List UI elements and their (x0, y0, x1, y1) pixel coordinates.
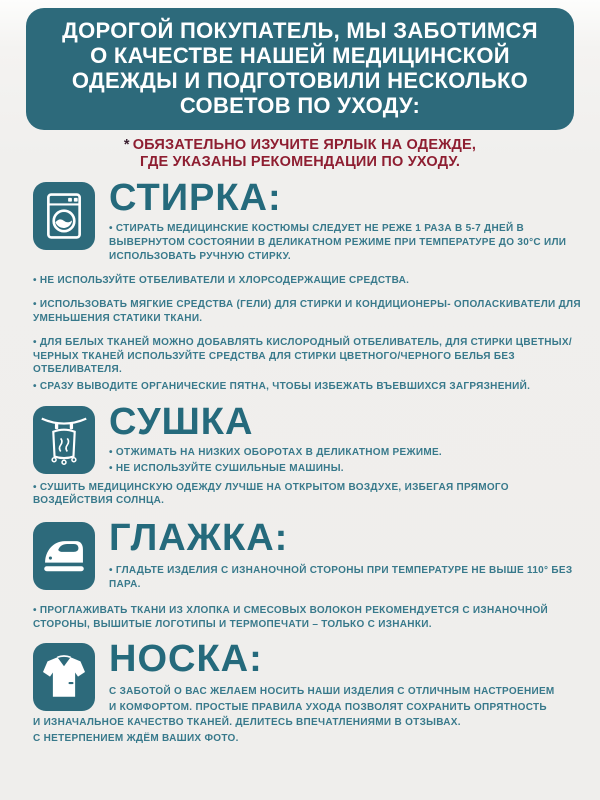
asterisk-marker: * (123, 137, 130, 154)
iron-icon (33, 522, 95, 590)
section-washing-body (109, 177, 586, 263)
section-drying-header (33, 401, 586, 476)
drying-bullet-3: • СУШИТЬ МЕДИЦИНСКУЮ ОДЕЖДУ ЛУЧШЕ НА ОТКРЫТОМ ВОЗДУХЕ, ИЗБЕГАЯ ПРЯМОГО ВОЗДЕЙСТВИЯ СОЛНЦА. (33, 481, 509, 507)
wearing-paragraph-bottom (33, 715, 586, 746)
header-line-4: СОВЕТОВ ПО УХОДУ: (179, 92, 421, 118)
note-line-2: ГДЕ УКАЗАНЫ РЕКОМЕНДАЦИИ ПО УХОДУ. (139, 154, 461, 171)
clothes-drying-icon (33, 406, 95, 474)
washing-bullet-2: • НЕ ИСПОЛЬЗУЙТЕ ОТБЕЛИВАТЕЛИ И ХЛОРСОДЕРЖАЩИЕ СРЕДСТВА. (33, 275, 410, 287)
washing-bullet-5: • СРАЗУ ВЫВОДИТЕ ОРГАНИЧЕСКИЕ ПЯТНА, ЧТОБЫ ИЗБЕЖАТЬ ВЪЕВШИХСЯ ЗАГРЯЗНЕНИЙ. (33, 381, 531, 393)
wearing-paragraph-line-2: И КОМФОРТОМ. ПРОСТЫЕ ПРАВИЛА УХОДА ПОЗВОЛЯТ СОХРАНИТЬ ОПРЯТНОСТЬ (109, 701, 547, 713)
section-wearing-header (33, 638, 586, 715)
care-label-note (0, 137, 600, 171)
header-line-3: ОДЕЖДЫ И ПОДГОТОВИЛИ НЕСКОЛЬКО (71, 67, 529, 93)
scrub-shirt-icon (33, 643, 95, 711)
section-title-washing: СТИРКА: (109, 177, 282, 220)
section-drying (33, 401, 586, 508)
washing-bullet-3: • ИСПОЛЬЗОВАТЬ МЯГКИЕ СРЕДСТВА (ГЕЛИ) ДЛЯ СТИРКИ И КОНДИЦИОНЕРЫ- ОПОЛАСКИВАТЕЛИ ДЛЯ УМЕНЬШЕНИЯ СТАТИКИ ТКАНИ. (33, 299, 581, 325)
drying-bullet-1: • ОТЖИМАТЬ НА НИЗКИХ ОБОРОТАХ В ДЕЛИКАТНОМ РЕЖИМЕ. (109, 447, 442, 459)
section-ironing (33, 517, 586, 631)
section-title-ironing: ГЛАЖКА: (109, 517, 289, 560)
wearing-paragraph-line-4: С НЕТЕРПЕНИЕМ ЖДЁМ ВАШИХ ФОТО. (33, 732, 239, 744)
section-wearing-body (109, 638, 586, 715)
section-washing (33, 177, 586, 394)
wearing-paragraph-line-1: С ЗАБОТОЙ О ВАС ЖЕЛАЕМ НОСИТЬ НАШИ ИЗДЕЛИЯ С ОТЛИЧНЫМ НАСТРОЕНИЕМ (109, 686, 555, 698)
section-washing-header (33, 177, 586, 263)
section-ironing-header (33, 517, 586, 592)
header-line-2: О КАЧЕСТВЕ НАШЕЙ МЕДИЦИНСКОЙ (90, 42, 510, 68)
note-line-1 (0, 137, 600, 154)
header-line-1: ДОРОГОЙ ПОКУПАТЕЛЬ, МЫ ЗАБОТИМСЯ (62, 18, 538, 43)
washing-bullet-1: • СТИРАТЬ МЕДИЦИНСКИЕ КОСТЮМЫ СЛЕДУЕТ НЕ РЕЖЕ 1 РАЗА В 5-7 ДНЕЙ В ВЫВЕРНУТОМ СОСТОЯНИИ В ДЕЛИКАТНОМ РЕЖИМЕ ПРИ ТЕМПЕРАТУРЕ ДО 30°С ИЛИ ИСПОЛЬЗОВАТЬ РУЧНУЮ СТИРКУ. (109, 223, 567, 262)
washing-machine-icon (33, 182, 95, 250)
wearing-paragraph-line-3: И ИЗНАЧАЛЬНОЕ КАЧЕСТВО ТКАНЕЙ. ДЕЛИТЕСЬ ВПЕЧАТЛЕНИЯМИ В ОТЗЫВАХ. (33, 717, 461, 729)
note-text-1: ОБЯЗАТЕЛЬНО ИЗУЧИТЕ ЯРЛЫК НА ОДЕЖДЕ, (132, 137, 477, 154)
section-title-wearing: НОСКА: (109, 638, 263, 681)
drying-bullet-2: • НЕ ИСПОЛЬЗУЙТЕ СУШИЛЬНЫЕ МАШИНЫ. (109, 462, 344, 474)
sections-container (0, 177, 600, 746)
ironing-bullet-2: • ПРОГЛАЖИВАТЬ ТКАНИ ИЗ ХЛОПКА И СМЕСОВЫХ ВОЛОКОН РЕКОМЕНДУЕТСЯ С ИЗНАНОЧНОЙ СТОРОНЫ, ВЫШИТЫЕ ЛОГОТИПЫ И ТЕРМОПЕЧАТИ – ТОЛЬКО С ИЗНАНКИ. (33, 604, 549, 630)
section-drying-body (109, 401, 586, 476)
ironing-bullet-1: • ГЛАДЬТЕ ИЗДЕЛИЯ С ИЗНАНОЧНОЙ СТОРОНЫ ПРИ ТЕМПЕРАТУРЕ НЕ ВЫШЕ 110° БЕЗ ПАРА. (109, 565, 573, 591)
section-wearing (33, 638, 586, 746)
header-banner (26, 8, 574, 130)
section-title-drying: СУШКА (109, 401, 254, 444)
section-ironing-body (109, 517, 586, 592)
washing-bullet-4: • ДЛЯ БЕЛЫХ ТКАНЕЙ МОЖНО ДОБАВЛЯТЬ КИСЛОРОДНЫЙ ОТБЕЛИВАТЕЛЬ, ДЛЯ СТИРКИ ЦВЕТНЫХ/ЧЕРНЫХ ТКАНЕЙ ИСПОЛЬЗУЙТЕ СРЕДСТВА ДЛЯ СТИРКИ ЦВЕТНОГО/ЧЕРНОГО БЕЛЬЯ БЕЗ ОТБЕЛИВАТЕЛЯ. (33, 336, 572, 376)
wearing-paragraph-top (109, 684, 586, 715)
